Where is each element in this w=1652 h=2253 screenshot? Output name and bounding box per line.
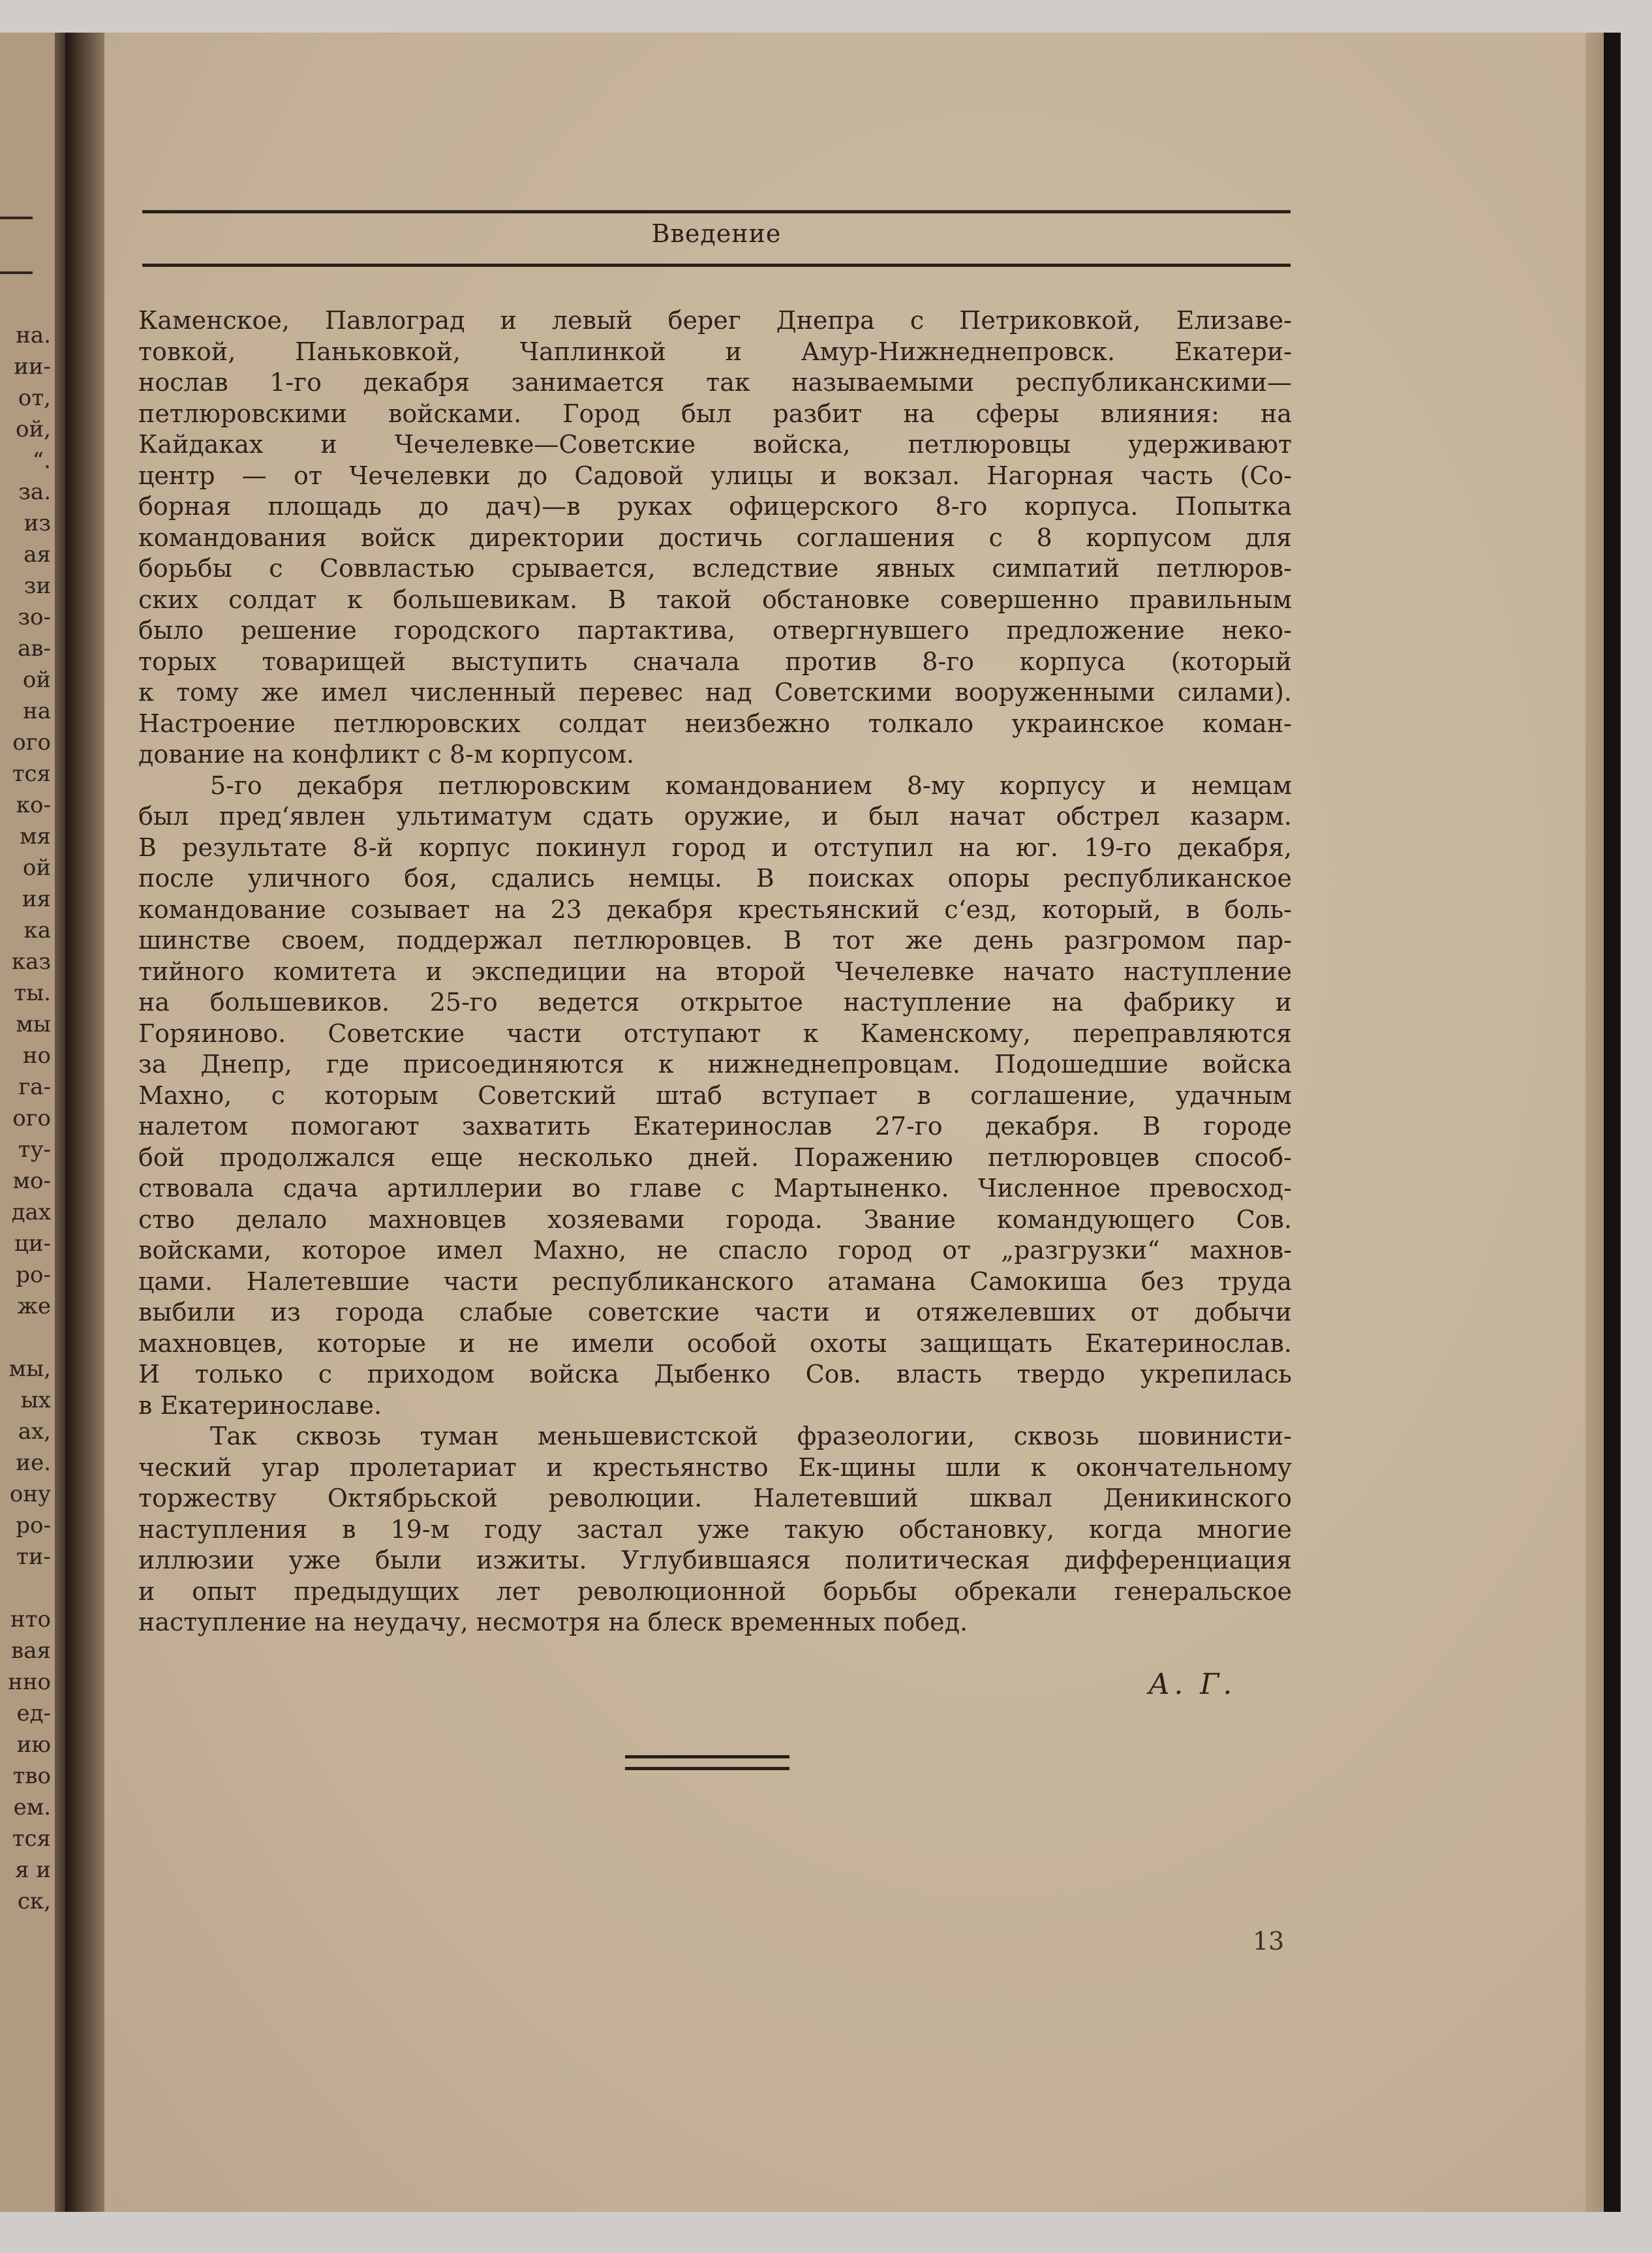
body-text xyxy=(138,305,1292,1638)
left-page-fragment: ии- xyxy=(14,354,51,380)
text-line: торжеству Октябрьской революции. Налетевший шквал Деникинского xyxy=(138,1484,1292,1512)
text-line: ствовала сдача артиллерии во главе с Мартыненко. Численное превосход- xyxy=(138,1174,1292,1203)
text-line: на большевиков. 25-го ведется открытое наступление на фабрику и xyxy=(138,988,1292,1017)
left-page-fragment: ро- xyxy=(16,1512,51,1539)
left-page-fragment: ск, xyxy=(17,1888,51,1914)
left-page-fragment: ой, xyxy=(16,416,51,442)
left-page-fragment: ие. xyxy=(16,1450,51,1476)
left-page-fragment: ты. xyxy=(14,980,51,1006)
text-line: и опыт предыдущих лет революционной борьбы обрекали генеральское xyxy=(138,1576,1292,1606)
text-line: Горяиново. Советские части отступают к Каменскому, переправляются xyxy=(138,1019,1292,1048)
left-page-fragment: тся xyxy=(12,761,51,787)
page-header-title: Введение xyxy=(651,219,782,248)
text-line: ство делало махновцев хозяевами города. Звание командующего Сов. xyxy=(138,1204,1292,1234)
left-page-fragment: ия xyxy=(22,886,51,912)
text-line: тийного комитета и экспедиции на второй Чечелевке начато наступление xyxy=(138,957,1292,986)
text-line: наступления в 19-м году застал уже такую обстановку, когда многие xyxy=(138,1514,1292,1544)
end-rule-bottom xyxy=(625,1767,789,1770)
text-line: к тому же имел численный перевес над Советскими вооруженными силами). xyxy=(138,678,1292,707)
left-page-fragment: ка xyxy=(23,917,51,943)
book-gutter xyxy=(65,33,104,2212)
text-line: ческий угар пролетариат и крестьянство Ек-щины шли к окончательному xyxy=(138,1452,1292,1482)
text-line: торых товарищей выступить сначала против 8-го корпуса (который xyxy=(138,647,1292,676)
text-line: Махно, с которым Советский штаб вступает в соглашение, удачным xyxy=(138,1081,1292,1110)
page-number: 13 xyxy=(1253,1927,1285,1955)
text-line: в Екатеринославе. xyxy=(138,1390,382,1420)
left-page-fragment: ту- xyxy=(18,1137,51,1163)
left-page-fragment: ых xyxy=(20,1387,51,1413)
text-line: бой продолжался еще несколько дней. Поражению петлюровцев способ- xyxy=(138,1142,1292,1172)
author-signature: А. Г. xyxy=(1148,1668,1236,1701)
left-page-fragment: ой xyxy=(22,667,51,693)
text-line: шинстве своем, поддержал петлюровцев. В тот же день разгромом пар- xyxy=(138,926,1292,955)
left-page-fragment: за. xyxy=(18,479,51,505)
text-line: выбили из города слабые советские части и отяжелевших от добычи xyxy=(138,1298,1292,1326)
text-line: борьбы с Соввластью срывается, вследствие явных симпатий петлюров- xyxy=(138,554,1292,583)
left-page-fragment: га- xyxy=(18,1074,51,1100)
left-page-fragment: ци- xyxy=(14,1231,51,1257)
left-page-fragment: зи xyxy=(23,573,51,599)
left-page-fragment: от, xyxy=(18,385,51,411)
text-line: цами. Налетевшие части республиканского атамана Самокиша без труда xyxy=(138,1266,1292,1296)
left-page-fragment: ко- xyxy=(16,792,51,818)
text-line: Настроение петлюровских солдат неизбежно толкало украинское коман- xyxy=(138,709,1292,738)
text-line: за Днепр, где присоединяются к нижнеднепровцам. Подошедшие войска xyxy=(138,1050,1292,1079)
left-page-edge xyxy=(0,33,72,2212)
text-line: дование на конфликт с 8-м корпусом. xyxy=(138,740,635,769)
left-page-fragment: ро- xyxy=(16,1262,51,1288)
end-rule-top xyxy=(625,1755,789,1758)
left-page-fragment: дах xyxy=(11,1199,51,1225)
left-page-fragment: ого xyxy=(12,1105,51,1131)
text-line: иллюзии уже были изжиты. Углубившаяся политическая дифференциация xyxy=(138,1546,1292,1574)
left-page-fragment: ед- xyxy=(16,1700,51,1726)
left-page-fragment: ах, xyxy=(18,1418,51,1445)
left-page-fragment: мя xyxy=(20,823,51,850)
left-page-fragment: мы, xyxy=(8,1356,51,1382)
left-page-fragment: “. xyxy=(32,448,51,474)
left-page-fragment: но xyxy=(22,1043,51,1069)
left-page-fragment: из xyxy=(23,510,51,536)
text-line: центр — от Чечелевки до Садовой улицы и вокзал. Нагорная часть (Со- xyxy=(138,461,1292,490)
left-page-fragment: на. xyxy=(16,322,51,348)
left-page-rule xyxy=(0,271,33,274)
left-page-fragment: зо- xyxy=(18,604,51,630)
left-page-fragment: же xyxy=(17,1293,51,1319)
text-line: 5-го декабря петлюровским командованием 8-му корпусу и немцам xyxy=(210,771,1292,800)
text-line: войсками, которое имел Махно, не спасло город от „разгрузки“ махнов- xyxy=(138,1236,1292,1264)
left-page-fragment: ой xyxy=(22,855,51,881)
page-right-edge xyxy=(1585,33,1605,2212)
text-line: Каменское, Павлоград и левый берег Днепра с Петриковкой, Елизаве- xyxy=(138,306,1292,335)
left-page-fragment: вая xyxy=(11,1638,51,1664)
left-page-fragment: мы xyxy=(16,1011,51,1037)
text-line: было решение городского партактива, отвергнувшего предложение неко- xyxy=(138,616,1292,645)
left-page-fragment: нто xyxy=(10,1606,51,1632)
left-page-fragment: мо- xyxy=(12,1168,51,1194)
text-line: ских солдат к большевикам. В такой обстановке совершенно правильным xyxy=(138,585,1292,614)
left-page-fragment: тся xyxy=(12,1826,51,1852)
text-line: В результате 8-й корпус покинул город и отступил на юг. 19-го декабря, xyxy=(138,833,1292,862)
left-page-fragment: ого xyxy=(12,729,51,756)
text-line: Так сквозь туман меньшевистской фразеологии, сквозь шовинисти- xyxy=(210,1422,1292,1450)
left-page-fragment: ию xyxy=(16,1732,51,1758)
left-page-fragment: нно xyxy=(8,1669,51,1695)
text-line: И только с приходом войска Дыбенко Сов. власть твердо укрепилась xyxy=(138,1360,1292,1388)
text-line: петлюровскими войсками. Город был разбит на сферы влияния: на xyxy=(138,399,1292,428)
left-page-fragment: ем. xyxy=(13,1794,51,1820)
left-page-fragment: на xyxy=(23,698,51,724)
left-page-rule xyxy=(0,217,33,219)
left-page-fragment: ав- xyxy=(18,636,51,662)
text-line: нослав 1-го декабря занимается так называемыми республиканскими— xyxy=(138,368,1292,397)
text-line: махновцев, которые и не имели особой охоты защищать Екатеринослав. xyxy=(138,1328,1292,1358)
left-page-fragment: каз xyxy=(11,949,51,975)
left-page-fragment: тво xyxy=(12,1763,51,1789)
text-line: налетом помогают захватить Екатеринослав 27-го декабря. В городе xyxy=(138,1112,1292,1141)
text-line: наступление на неудачу, несмотря на блеск временных побед. xyxy=(138,1608,968,1636)
header-rule-bottom xyxy=(142,264,1291,267)
text-line: борная площадь до дач)—в руках офицерского 8-го корпуса. Попытка xyxy=(138,492,1292,521)
text-line: командование созывает на 23 декабря крестьянский с‘езд, который, в боль- xyxy=(138,895,1292,924)
text-line: после уличного боя, сдались немцы. В поисках опоры республиканское xyxy=(138,864,1292,893)
text-line: был пред‘явлен ультиматум сдать оружие, и был начат обстрел казарм. xyxy=(138,802,1292,831)
left-page-fragment: ая xyxy=(23,542,51,568)
text-line: Кайдаках и Чечелевке—Советские войска, петлюровцы удерживают xyxy=(138,430,1292,459)
header-rule-top xyxy=(142,210,1291,213)
left-page-fragment: ти- xyxy=(16,1544,51,1570)
left-page-fragment: я и xyxy=(15,1857,51,1883)
scan-border-right xyxy=(1604,33,1621,2212)
left-page-fragment: ону xyxy=(9,1481,51,1507)
text-line: командования войск директории достичь соглашения с 8 корпусом для xyxy=(138,523,1292,552)
text-line: товкой, Паньковкой, Чаплинкой и Амур-Нижнеднепровск. Екатери- xyxy=(138,337,1292,366)
